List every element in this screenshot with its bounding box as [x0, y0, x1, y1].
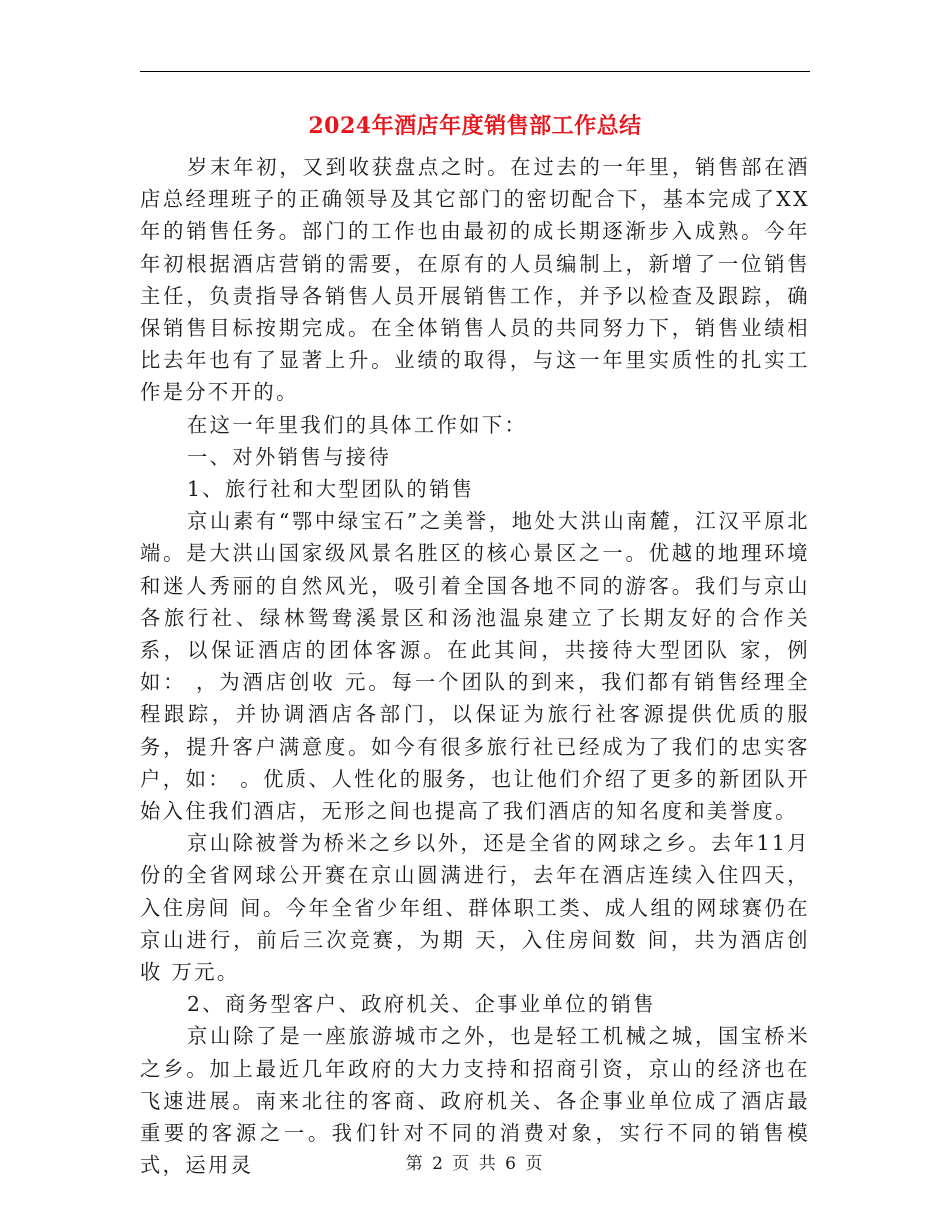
subsection-heading-travel-agencies: 1、旅行社和大型团队的销售 — [187, 477, 475, 502]
page-number-footer: 第 2 页 共 6 页 — [405, 1154, 545, 1174]
paragraph-work-overview: 在这一年里我们的具体工作如下： — [187, 412, 528, 437]
paragraph-intro: 岁末年初，又到收获盘点之时。在过去的一年里，销售部在酒店总经理班子的正确领导及其它部门的密切配合下，基本完成了XX年的销售任务。部门的工作也由最初的成长期逐渐步入成熟。今年年初根据酒店营销的需要，在原有的人员编制上，新增了一位销售主任，负责指导各销售人员开展销售工作，并予以检查及跟踪，确保销售目标按期完成。在全体销售人员的共同努力下，销售业绩相比去年也有了显著上升。业绩的取得，与这一年里实质性的扎实工作是分不开的。 — [140, 155, 810, 405]
document-title: 2024年酒店年度销售部工作总结 — [308, 113, 642, 139]
paragraph-business-clients: 京山除了是一座旅游城市之外，也是轻工机械之城，国宝桥米之乡。加上最近几年政府的大力支持和招商引资，京山的经济也在飞速进展。南来北往的客商、政府机关、各企事业单位成了酒店最重要的客源之一。我们针对不同的消费对象，实行不同的销售模式，运用灵 — [140, 1024, 810, 1178]
paragraph-tennis: 京山除被誉为桥米之乡以外，还是全省的网球之乡。去年11月份的全省网球公开赛在京山圆满进行，去年在酒店连续入住四天，入住房间 间。今年全省少年组、群体职工类、成人组的网球赛仍在京山进行，前后三次竞赛，为期 天，入住房间数 间，共为酒店创收 万元。 — [140, 831, 810, 985]
subsection-heading-business-clients: 2、商务型客户、政府机关、企事业单位的销售 — [187, 992, 656, 1017]
section-heading-external-sales: 一、对外销售与接待 — [187, 444, 392, 469]
document-body — [140, 151, 810, 1182]
header-rule — [140, 71, 810, 72]
paragraph-travel-agencies: 京山素有“鄂中绿宝石”之美誉，地处大洪山南麓，江汉平原北端。是大洪山国家级风景名胜区的核心景区之一。优越的地理环境和迷人秀丽的自然风光，吸引着全国各地不同的游客。我们与京山各旅行社、绿林鸳鸯溪景区和汤池温泉建立了长期友好的合作关系，以保证酒店的团体客源。在此其间，共接待大型团队 家，例如： ，为酒店创收 元。每一个团队的到来，我们都有销售经理全程跟踪，并协调酒店各部门，以保证为旅行社客源提供优质的服务，提升客户满意度。如今有很多旅行社已经成为了我们的忠实客户，如： 。优质、人性化的服务，也让他们介绍了更多的新团队开始入住我们酒店，无形之间也提高了我们酒店的知名度和美誉度。 — [140, 509, 810, 824]
